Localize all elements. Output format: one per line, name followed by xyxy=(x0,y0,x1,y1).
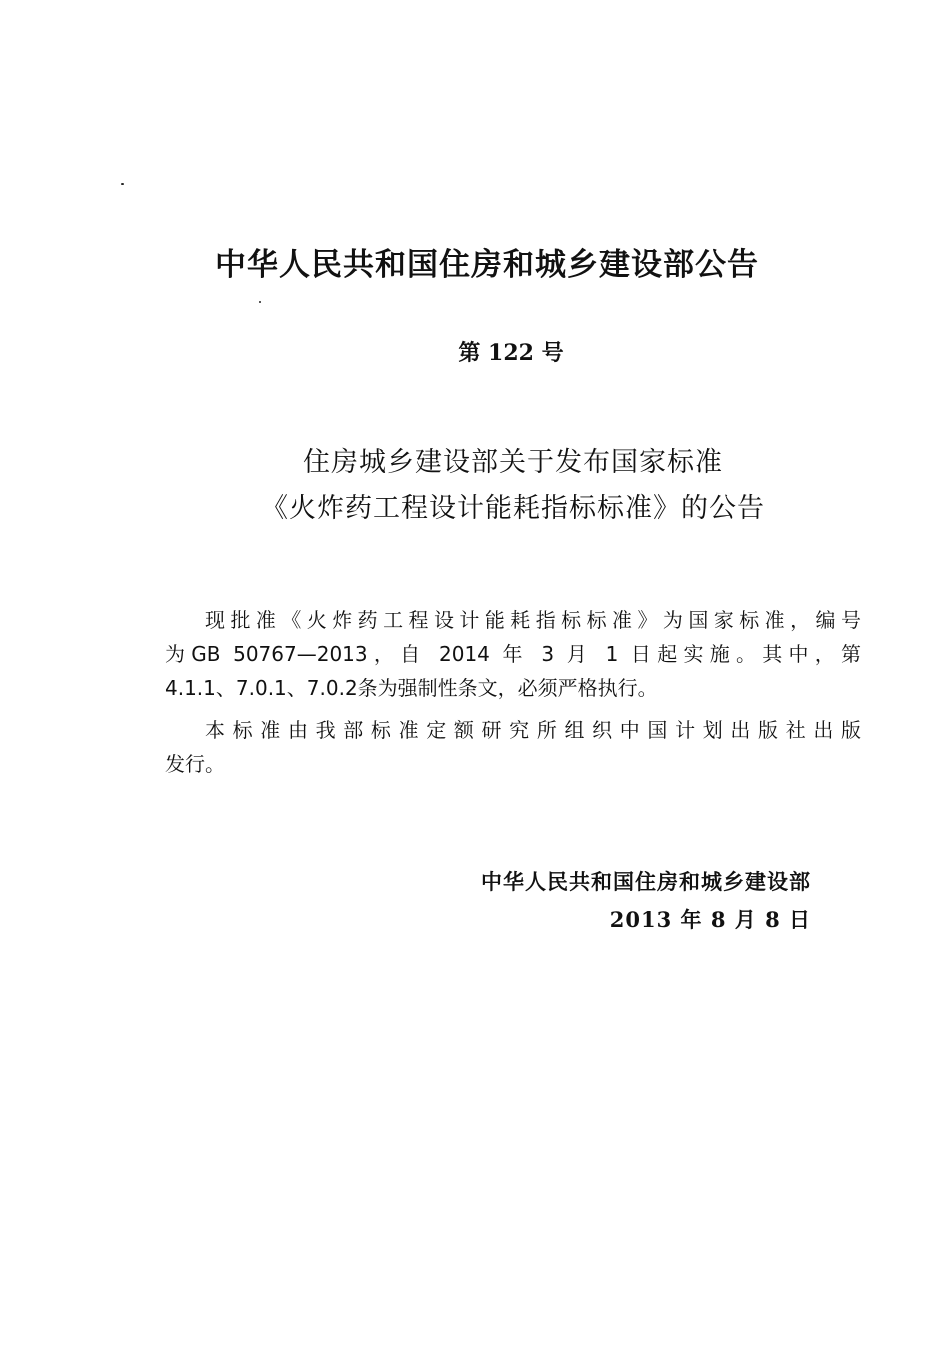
signature-date: 2013 年 8 月 8 日 xyxy=(609,907,811,932)
issue-number: 第 122 号 xyxy=(458,340,564,366)
announcement-paragraph-1 xyxy=(165,603,861,705)
subject-line-1: 住房城乡建设部关于发布国家标准 xyxy=(303,447,723,478)
subject-line-2: 《火炸药工程设计能耗指标标准》的公告 xyxy=(261,493,765,524)
paragraph-2-line-1: 本标准由我部标准定额研究所组织中国计划出版社出版 xyxy=(205,718,861,742)
paragraph-2-line-2: 发行。 xyxy=(165,752,225,776)
signature-organization: 中华人民共和国住房和城乡建设部 xyxy=(481,870,811,894)
announcement-paragraph-2 xyxy=(165,713,861,781)
paragraph-1-line-2: 为GB 50767—2013，自 2014 年 3 月 1 日起实施。其中，第 xyxy=(165,642,861,666)
scan-speck xyxy=(121,183,124,185)
paragraph-1-line-1: 现批准《火炸药工程设计能耗指标标准》为国家标准，编号 xyxy=(205,608,861,632)
paragraph-1-line-3: 4.1.1、7.0.1、7.0.2条为强制性条文，必须严格执行。 xyxy=(165,676,658,700)
scan-speck xyxy=(259,301,261,303)
agency-title: 中华人民共和国住房和城乡建设部公告 xyxy=(215,247,759,283)
